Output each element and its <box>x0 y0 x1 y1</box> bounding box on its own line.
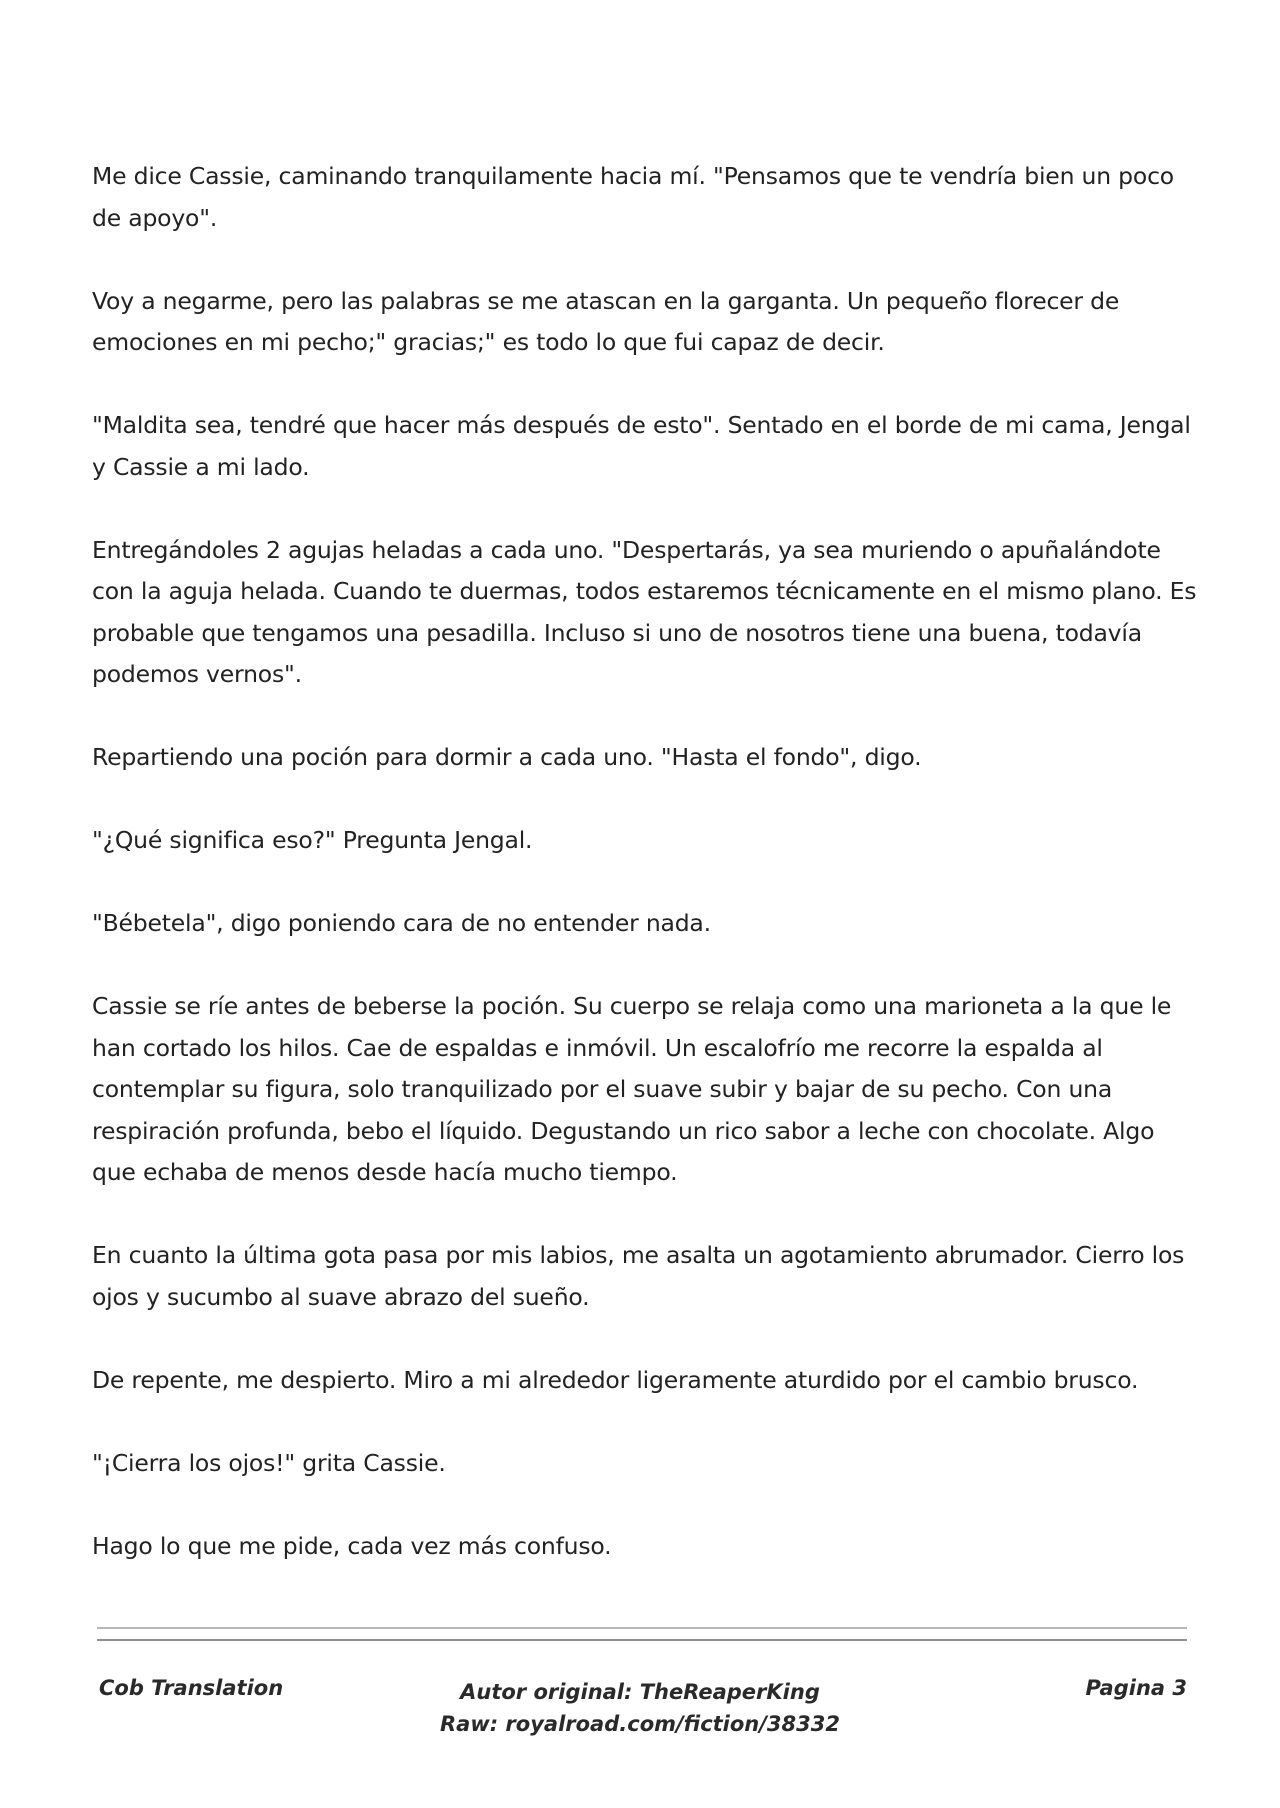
footer-divider-bottom <box>97 1639 1187 1641</box>
paragraph: Repartiendo una poción para dormir a cada uno. "Hasta el fondo", digo. <box>92 743 922 771</box>
footer-original-author: Autor original: TheReaperKing <box>460 1680 820 1704</box>
footer-page-number: Pagina 3 <box>1085 1676 1187 1700</box>
footer-divider-top <box>97 1627 1187 1629</box>
paragraph: Voy a negarme, pero las palabras se me atascan en la garganta. Un pequeño florecer de emociones en mi pecho;" gracias;" es todo lo que fui capaz de decir. <box>92 286 1120 356</box>
footer-translator: Cob Translation <box>99 1676 284 1700</box>
paragraph: "Maldita sea, tendré que hacer más después de esto". Sentado en el borde de mi cama, Jengal y Cassie a mi lado. <box>92 411 1191 481</box>
paragraph: Me dice Cassie, caminando tranquilamente hacia mí. "Pensamos que te vendría bien un poco de apoyo". <box>92 162 1174 232</box>
paragraph: En cuanto la última gota pasa por mis labios, me asalta un agotamiento abrumador. Cierro los ojos y sucumbo al suave abrazo del sueño. <box>92 1241 1185 1311</box>
paragraph: "¿Qué significa eso?" Pregunta Jengal. <box>92 826 533 854</box>
paragraph: De repente, me despierto. Miro a mi alrededor ligeramente aturdido por el cambio brusco. <box>92 1365 1139 1394</box>
paragraph: "¡Cierra los ojos!" grita Cassie. <box>92 1448 446 1477</box>
footer-raw-source: Raw: royalroad.com/fiction/38332 <box>439 1712 840 1736</box>
paragraph: Cassie se ríe antes de beberse la poción. Su cuerpo se relaja como una marioneta a la que le han cortado los hilos. Cae de espaldas e inmóvil. Un escalofrío me recorre la espalda al contemplar su figura, solo tranquilizado por el suave subir y bajar de su pecho. Con una respiración profunda, bebo el líquido. Degustando un rico sabor a leche con chocolate. Algo que echaba de menos desde hacía mucho tiempo. <box>92 992 1172 1186</box>
paragraph: "Bébetela", digo poniendo cara de no entender nada. <box>92 909 711 937</box>
paragraph: Entregándoles 2 agujas heladas a cada uno. "Despertarás, ya sea muriendo o apuñalándote con la aguja helada. Cuando te duermas, todos estaremos técnicamente en el mismo plano. Es probable que tengamos una pesadilla. Incluso si uno de nosotros tiene una buena, todavía podemos vernos". <box>92 535 1197 688</box>
paragraph: Hago lo que me pide, cada vez más confuso. <box>92 1531 612 1560</box>
footer-credits <box>390 1676 890 1740</box>
document-body <box>92 156 1202 1609</box>
